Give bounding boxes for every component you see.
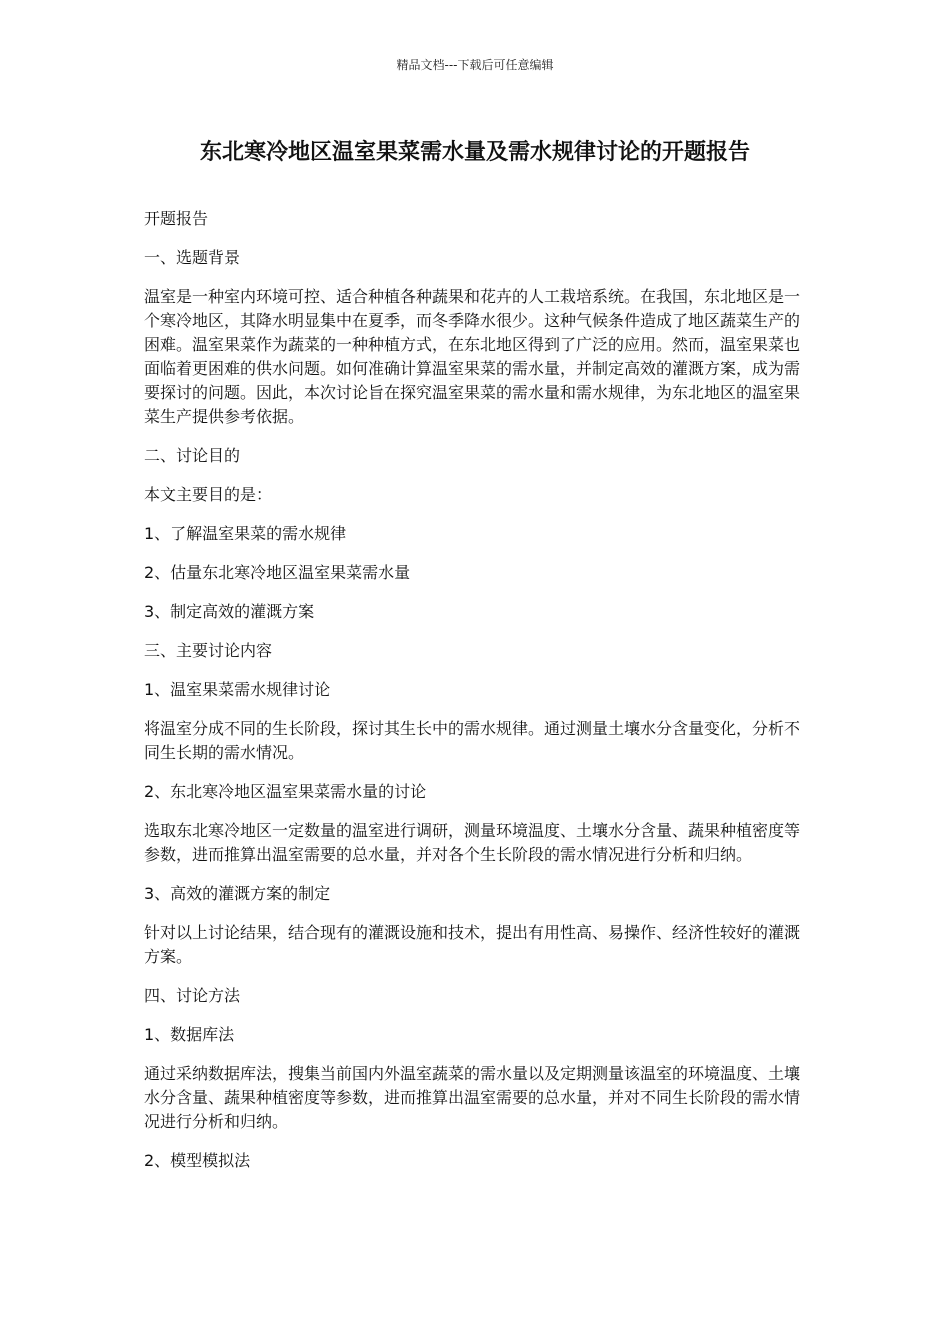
section-heading-content: 三、主要讨论内容: [144, 641, 273, 660]
section-heading-background: 一、选题背景: [144, 248, 241, 267]
header-note: 精品文档---下载后可任意编辑: [396, 58, 554, 72]
paragraph-content-1: 将温室分成不同的生长阶段，探讨其生长中的需水规律。通过测量土壤水分含量变化，分析不同生长期的需水情况。: [144, 719, 801, 762]
list-item-purpose-2: 2、估量东北寒冷地区温室果菜需水量: [144, 563, 411, 582]
list-item-purpose-1: 1、了解温室果菜的需水规律: [144, 524, 347, 543]
document-title: 东北寒冷地区温室果菜需水量及需水规律讨论的开题报告: [199, 140, 750, 165]
paragraph-method-1: 通过采纳数据库法，搜集当前国内外温室蔬菜的需水量以及定期测量该温室的环境温度、土壤水分含量、蔬果种植密度等参数，进而推算出温室需要的总水量，并对不同生长阶段的需水情况进行分析和归纳。: [144, 1064, 801, 1131]
paragraph-background: 温室是一种室内环境可控、适合种植各种蔬果和花卉的人工栽培系统。在我国，东北地区是一个寒冷地区，其降水明显集中在夏季，而冬季降水很少。这种气候条件造成了地区蔬菜生产的困难。温室果菜作为蔬菜的一种种植方式，在东北地区得到了广泛的应用。然而，温室果菜也面临着更困难的供水问题。如何准确计算温室果菜的需水量，并制定高效的灌溉方案，成为需要探讨的问题。因此，本次讨论旨在探究温室果菜的需水量和需水规律，为东北地区的温室果菜生产提供参考依据。: [144, 287, 801, 426]
list-item-purpose-3: 3、制定高效的灌溉方案: [144, 602, 315, 621]
subheading-method-1: 1、数据库法: [144, 1025, 235, 1044]
subheading-method-2: 2、模型模拟法: [144, 1151, 251, 1170]
paragraph-content-2: 选取东北寒冷地区一定数量的温室进行调研，测量环境温度、土壤水分含量、蔬果种植密度等参数，进而推算出温室需要的总水量，并对各个生长阶段的需水情况进行分析和归纳。: [144, 821, 801, 864]
subheading-content-3: 3、高效的灌溉方案的制定: [144, 884, 331, 903]
paragraph-report-label: 开题报告: [144, 209, 209, 228]
paragraph-content-3: 针对以上讨论结果，结合现有的灌溉设施和技术，提出有用性高、易操作、经济性较好的灌溉方案。: [144, 923, 801, 966]
subheading-content-2: 2、东北寒冷地区温室果菜需水量的讨论: [144, 782, 427, 801]
subheading-content-1: 1、温室果菜需水规律讨论: [144, 680, 331, 699]
paragraph-purpose-intro: 本文主要目的是：: [144, 485, 273, 504]
section-heading-purpose: 二、讨论目的: [144, 446, 241, 465]
section-heading-methods: 四、讨论方法: [144, 986, 241, 1005]
document-body: [144, 207, 804, 1188]
